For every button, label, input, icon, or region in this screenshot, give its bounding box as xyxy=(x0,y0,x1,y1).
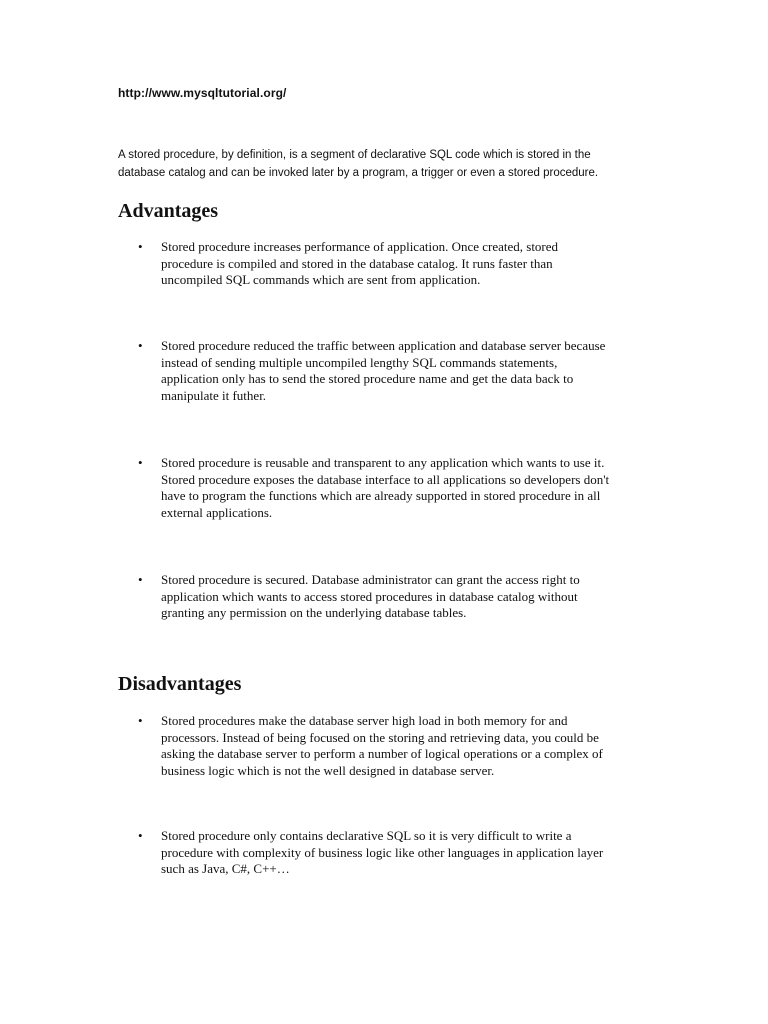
disadvantage-text xyxy=(161,713,658,779)
intro-line: A stored procedure, by definition, is a segment of declarative SQL code which is stored in the xyxy=(118,149,591,161)
bullet-marker: • xyxy=(138,455,143,470)
disadvantage-text xyxy=(161,828,658,878)
text-line: application which wants to access stored procedures in database catalog without xyxy=(161,588,578,604)
bullet-marker: • xyxy=(138,828,143,843)
intro-line: database catalog and can be invoked later by a program, a trigger or even a stored procedure. xyxy=(118,167,599,179)
text-line: instead of sending multiple uncompiled lengthy SQL commands statements, xyxy=(161,354,558,370)
text-line: procedure with complexity of business logic like other languages in application layer xyxy=(161,844,604,860)
advantage-item xyxy=(138,239,658,289)
text-line: Stored procedure is secured. Database administrator can grant the access right to xyxy=(161,572,580,587)
advantage-text xyxy=(161,572,658,622)
text-line: manipulate it futher. xyxy=(161,387,267,403)
text-line: Stored procedure reduced the traffic between application and database server because xyxy=(161,338,606,353)
intro-paragraph xyxy=(118,146,638,182)
advantage-text xyxy=(161,338,658,404)
text-line: application only has to send the stored procedure name and get the data back to xyxy=(161,371,574,386)
advantage-item xyxy=(138,338,658,404)
bullet-marker: • xyxy=(138,713,143,728)
text-line: granting any permission on the underlying database tables. xyxy=(161,605,467,620)
advantage-text xyxy=(161,455,658,521)
bullet-marker: • xyxy=(138,572,143,587)
text-line: such as Java, C#, C++… xyxy=(161,861,290,876)
disadvantage-item xyxy=(138,713,658,779)
source-url: http://www.mysqltutorial.org/ xyxy=(118,86,287,100)
text-line: Stored procedures make the database server high load in both memory for and xyxy=(161,713,568,728)
text-line: external applications. xyxy=(161,504,273,520)
disadvantages-heading: Disadvantages xyxy=(118,673,242,695)
text-line: Stored procedure increases performance of application. Once created, stored xyxy=(161,239,559,254)
text-line: Stored procedure only contains declarative SQL so it is very difficult to write a xyxy=(161,828,572,843)
text-line: asking the database server to perform a number of logical operations or a complex of xyxy=(161,746,603,761)
advantage-item xyxy=(138,455,658,521)
text-line: have to program the functions which are already supported in stored procedure in all xyxy=(161,488,601,503)
bullet-marker: • xyxy=(138,338,143,353)
bullet-marker: • xyxy=(138,239,143,254)
advantages-heading: Advantages xyxy=(118,200,219,222)
disadvantage-item xyxy=(138,828,658,878)
text-line: Stored procedure exposes the database interface to all applications so developers don't xyxy=(161,471,610,487)
text-line: processors. Instead of being focused on the storing and retrieving data, you could be xyxy=(161,729,599,745)
text-line: procedure is compiled and stored in the database catalog. It runs faster than xyxy=(161,255,553,271)
advantage-item xyxy=(138,572,658,622)
text-line: business logic which is not the well designed in database server. xyxy=(161,762,495,778)
advantage-text xyxy=(161,239,658,289)
text-line: Stored procedure is reusable and transparent to any application which wants to use it. xyxy=(161,455,605,470)
text-line: uncompiled SQL commands which are sent from application. xyxy=(161,272,481,287)
